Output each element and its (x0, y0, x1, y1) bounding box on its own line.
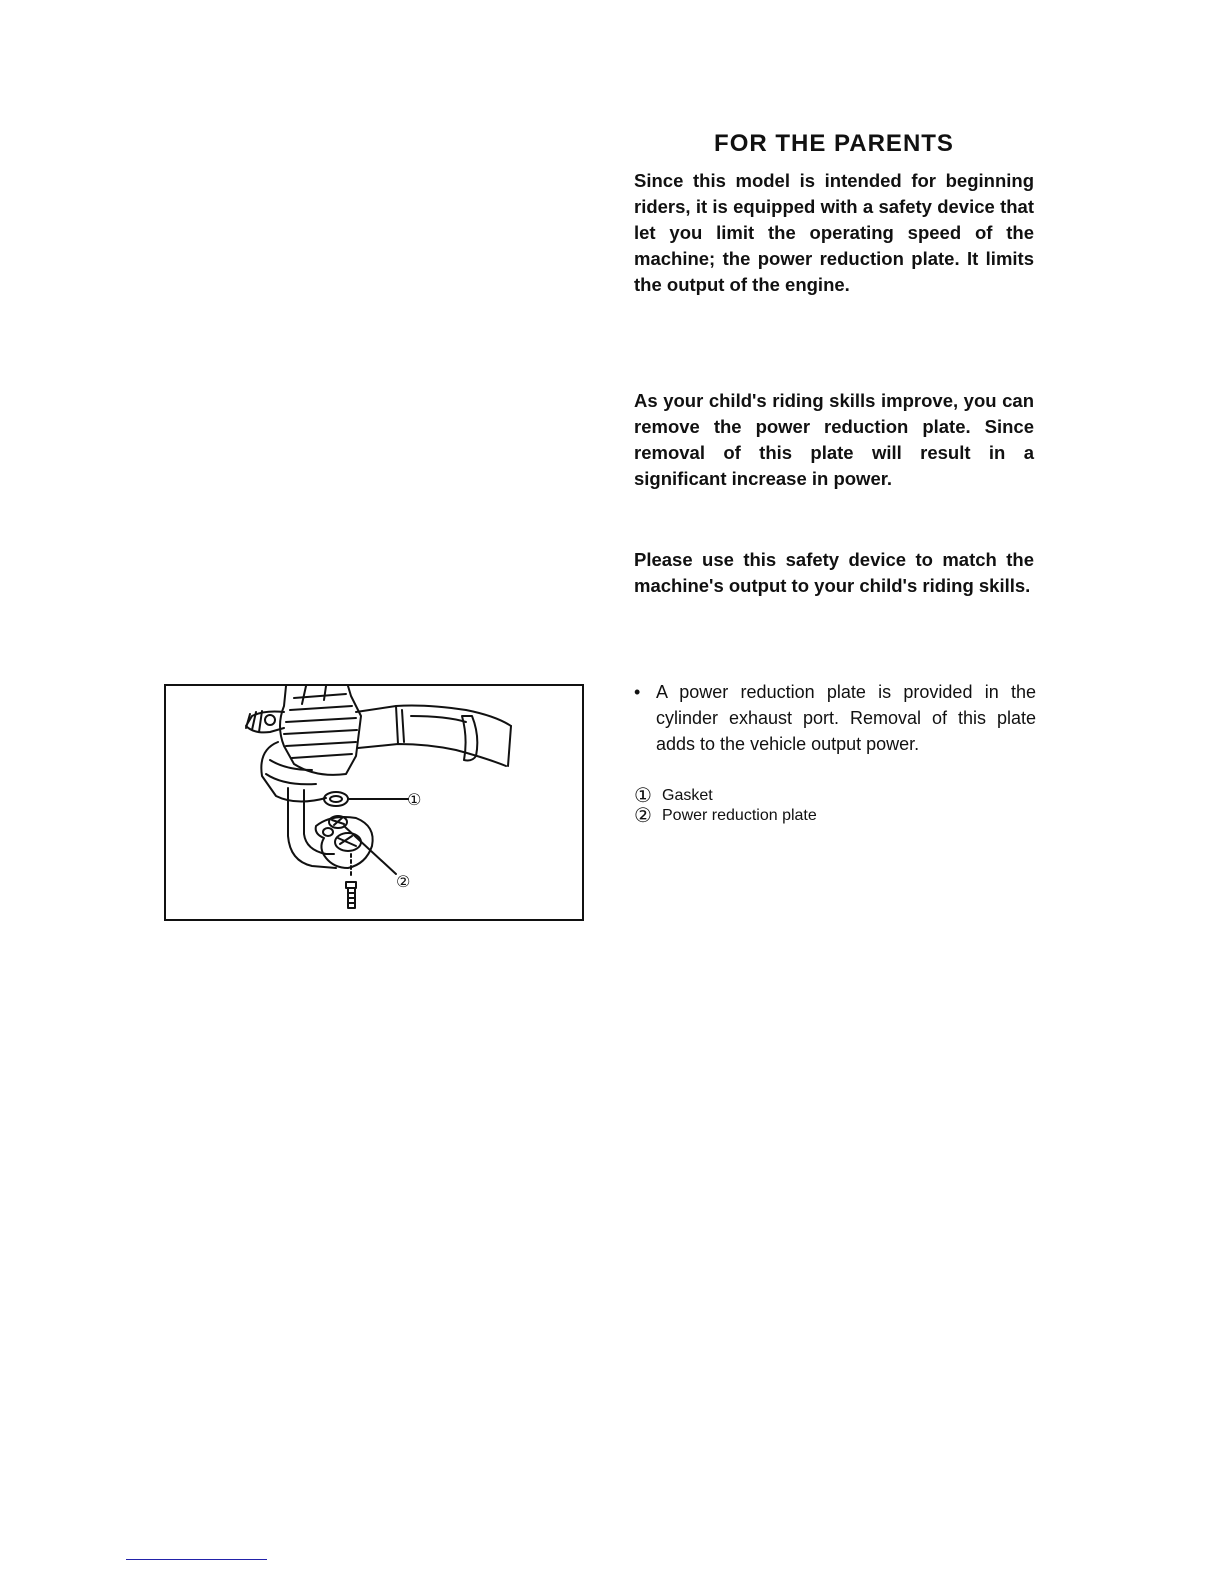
exhaust-header (356, 706, 511, 767)
legend-label: Power reduction plate (662, 807, 817, 824)
bullet-marker: • (634, 682, 641, 702)
gasket-part (324, 792, 348, 806)
figure-legend (634, 786, 817, 826)
bolt-part (346, 854, 356, 908)
page-title: FOR THE PARENTS (714, 130, 954, 157)
engine-exhaust-illustration (164, 684, 584, 921)
intro-paragraph: Since this model is intended for beginning riders, it is equipped with a safety device that let you limit the operating speed of the machine; the power reduction plate. It limits the output of the engine. (634, 170, 1034, 295)
usage-paragraph: Please use this safety device to match the machine's output to your child's riding skills. (634, 549, 1034, 596)
footnote-separator (126, 1559, 267, 1560)
cylinder-block (246, 686, 361, 802)
legend-number: ② (634, 805, 652, 827)
legend-label: Gasket (662, 787, 713, 804)
callout-power-reduction-plate: ② (396, 872, 411, 891)
engine-drawing (166, 686, 582, 919)
callout-gasket: ① (407, 790, 422, 809)
bullet-item (634, 679, 1036, 757)
legend-number: ① (634, 785, 652, 807)
legend-item-gasket (634, 786, 817, 806)
legend-item-power-reduction-plate (634, 806, 817, 826)
skills-paragraph: As your child's riding skills improve, you can remove the power reduction plate. Since removal of this plate will result in a significant increase in power. (634, 390, 1034, 489)
bullet-text: A power reduction plate is provided in the cylinder exhaust port. Removal of this plate adds to the vehicle output power. (656, 682, 1036, 754)
